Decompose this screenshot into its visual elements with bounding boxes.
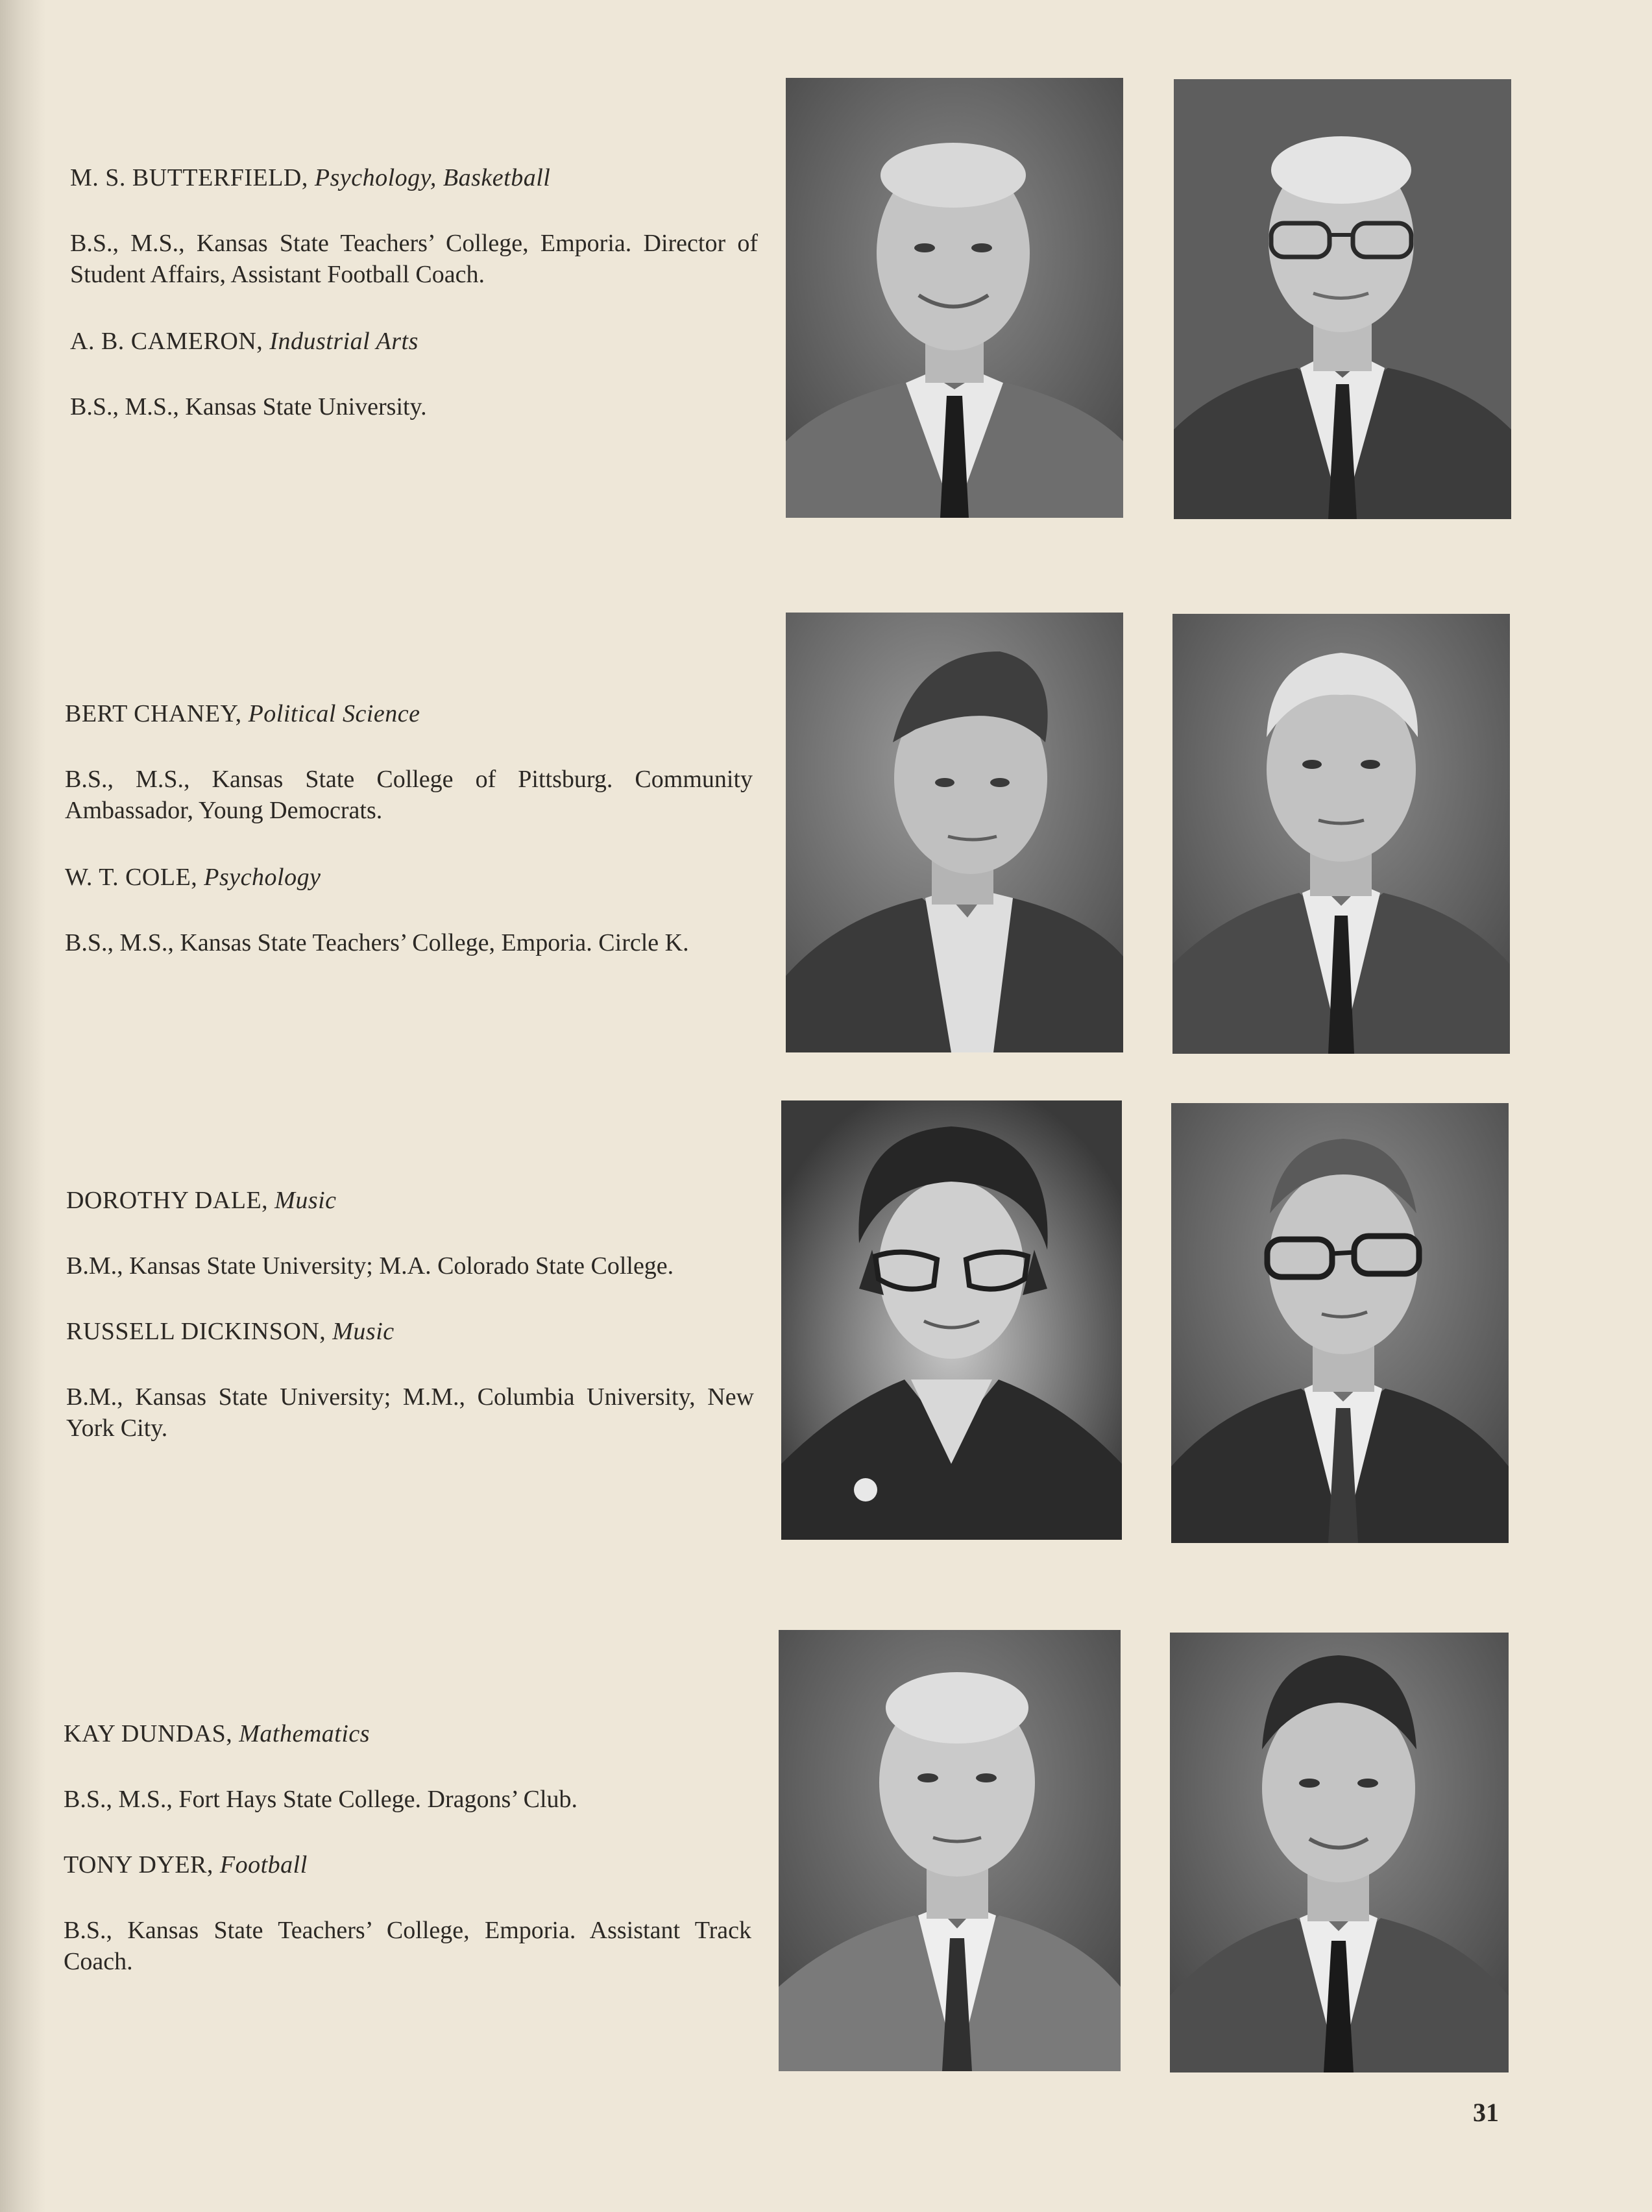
faculty-department: Mathematics [239, 1720, 370, 1747]
faculty-entry-dickinson [66, 1316, 754, 1444]
faculty-entry-chaney [65, 698, 753, 826]
faculty-name: KAY DUNDAS, [64, 1720, 233, 1747]
faculty-credentials: B.S., Kansas State Teachers’ College, Emporia. Assistant Track Coach. [64, 1917, 751, 1975]
faculty-department: Football [219, 1851, 308, 1878]
faculty-heading [65, 698, 753, 729]
faculty-credentials: B.M., Kansas State University; M.A. Colorado State College. [66, 1252, 674, 1280]
faculty-department: Psychology, Basketball [314, 164, 551, 191]
faculty-name: M. S. BUTTERFIELD, [70, 164, 308, 191]
portrait-photo-cole [1172, 614, 1510, 1054]
faculty-department: Music [274, 1187, 337, 1214]
portrait-photo-dyer [1170, 1633, 1509, 2072]
portrait-photo-cameron [1174, 79, 1511, 519]
faculty-name: BERT CHANEY, [65, 700, 242, 727]
faculty-heading [70, 162, 758, 193]
portrait-photo-dale [781, 1100, 1122, 1540]
faculty-heading [66, 1185, 754, 1216]
faculty-credentials: B.S., M.S., Fort Hays State College. Dragons’ Club. [64, 1786, 578, 1813]
faculty-credentials: B.S., M.S., Kansas State Teachers’ College, Emporia. Circle K. [65, 929, 689, 956]
faculty-entry-dundas [64, 1718, 751, 1815]
faculty-heading [65, 862, 753, 893]
portrait-photo-chaney [786, 613, 1123, 1052]
faculty-department: Music [332, 1318, 395, 1345]
portrait-photo-dickinson [1171, 1103, 1509, 1543]
faculty-heading [64, 1718, 751, 1749]
faculty-heading [64, 1849, 751, 1880]
faculty-name: W. T. COLE, [65, 864, 198, 891]
faculty-department: Psychology [204, 864, 321, 891]
faculty-entry-dyer [64, 1849, 751, 1977]
faculty-department: Industrial Arts [269, 328, 419, 355]
faculty-name: A. B. CAMERON, [70, 328, 263, 355]
faculty-entry-cole [65, 862, 753, 958]
page-number: 31 [1473, 2098, 1499, 2127]
faculty-heading [70, 326, 758, 357]
portrait-photo-butterfield [786, 78, 1123, 518]
faculty-credentials: B.S., M.S., Kansas State University. [70, 393, 427, 420]
portrait-photo-dundas [779, 1630, 1121, 2071]
faculty-credentials: B.S., M.S., Kansas State Teachers’ College, Emporia. Director of Student Affairs, Assistant Football Coach. [70, 230, 758, 288]
faculty-heading [66, 1316, 754, 1347]
faculty-name: DOROTHY DALE, [66, 1187, 269, 1214]
faculty-department: Political Science [248, 700, 420, 727]
faculty-entry-cameron [70, 326, 758, 422]
faculty-entry-dale [66, 1185, 754, 1282]
faculty-credentials: B.M., Kansas State University; M.M., Columbia University, New York City. [66, 1383, 754, 1442]
faculty-name: TONY DYER, [64, 1851, 213, 1878]
faculty-entry-butterfield [70, 162, 758, 290]
faculty-credentials: B.S., M.S., Kansas State College of Pittsburg. Community Ambassador, Young Democrats. [65, 766, 753, 824]
faculty-name: RUSSELL DICKINSON, [66, 1318, 326, 1345]
